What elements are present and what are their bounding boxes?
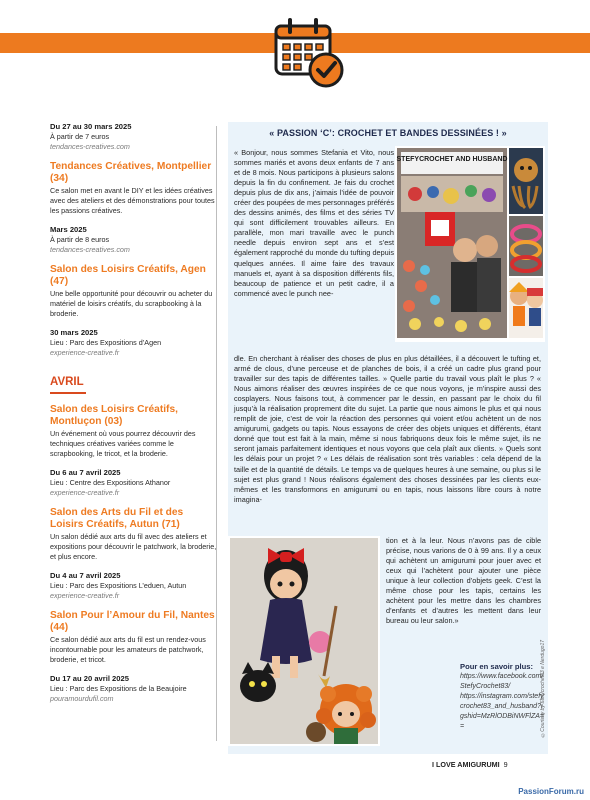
event-title: Salon des Loisirs Créatifs, Agen (47) xyxy=(50,264,206,287)
event-entry xyxy=(50,404,218,459)
column-divider xyxy=(216,126,217,741)
event-title: Salon des Loisirs Créatifs, Montluçon (03) xyxy=(50,404,178,427)
event-title: Salon Pour l’Amour du Fil, Nantes (44) xyxy=(50,610,215,633)
event-price: À partir de 8 euros xyxy=(50,235,110,244)
event-description: Un salon dédié aux arts du fil avec des ateliers et expositions pour découvrir le patchwork, la broderie, et plus encore. xyxy=(50,532,217,561)
article-paragraph: « Bonjour, nous sommes Stefania et Vito, nous sommes mariés et avons deux enfants de 7 ans et de 8 mois. Nous participons à plusieurs salons depuis la fin du confinement. Je fais du crochet depuis plus de dix ans, j’aimais l’idée de pouvoir créer des poupées de mes personnages préférés des dessins animés, des films et des séries TV qui sont difficilement trouvables ailleurs. En parallèle, mon mari travaille avec le punch needle depuis environ sept ans et s’est également rapproché du monde du tufting depuis quelques années. Il aime faire des travaux manuels et, ayant à sa disposition différents fils, beaucoup de patience et un petit cadre, il a commencé avec le punch nee- xyxy=(234,148,394,298)
event-date: Du 17 au 20 avril 2025 xyxy=(50,674,129,683)
page-footer xyxy=(432,760,508,769)
event-entry xyxy=(50,507,218,562)
event-date: Du 4 au 7 avril 2025 xyxy=(50,571,121,580)
event-description: Ce salon dédié aux arts du fil est un rendez-vous incontournable pour les amateurs de patchwork, broderie, et tricot. xyxy=(50,635,206,664)
event-venue: Lieu : Parc des Expositions de la Beaujoire xyxy=(50,684,187,693)
event-url[interactable]: experience-creative.fr xyxy=(50,348,120,357)
instagram-link[interactable]: https://instagram.com/stefycrochet83_and_husband?igshid=MzRlODBiNWFlZA== xyxy=(460,693,545,730)
event-price: À partir de 7 euros xyxy=(50,132,110,141)
event-date: 30 mars 2025 xyxy=(50,328,98,337)
booth-sign: STEFYCROCHET AND HUSBAND xyxy=(396,156,508,163)
event-info xyxy=(50,122,218,152)
event-date: Du 27 au 30 mars 2025 xyxy=(50,122,132,131)
event-url[interactable]: tendances-creatives.com xyxy=(50,245,130,254)
event-title: Tendances Créatives, Montpellier (34) xyxy=(50,161,212,184)
event-info xyxy=(50,571,218,601)
article-paragraph: dle. En cherchant à réaliser des choses de plus en plus détaillées, il a découvert le tufting et, armé de clous, d’une perceuse et de planches de bois, il a créé un cadre plus grand pour travailler sur des tapis de différentes tailles. » Quelle partie du travail vous plaît le plus ? « Nous aimons réaliser des œuvres inspirées de ce que nous voyons, je m’inspire aussi des cosplayers. Nous faisons tout, à commencer par le dessin, en passant par le choix du fil jusqu’à la réalisation proprement dite du sujet. La partie que nous aimons le plus et qui nous remplit de joie, c’est de voir la réaction des personnes qui voient et/ou achètent un de nos amigurumi, gadgets ou tapis. Nous essayons de créer des objets uniques et différents, étant donné que tout est fait à la main, même si nous fabriquons deux fois le même sujet, ils ne seront jamais parfaitement identiques et nous voyons que cela plaît aux clients. » Quels sont les délais pour un projet ? « Les délais de réalisation sont très variables : cela dépend de la taille et de la quantité de détails. Le temps va de quelques heures à une semaine, ou plus si le sujet est plus grand ! Nous réalisons également des choses dessinées par les clients eux-mêmes et les transformons en amigurumi ou en tapis, nous laissons libre cours à notre imagina- xyxy=(234,354,541,504)
event-title: Salon des Arts du Fil et des Loisirs Créatifs, Autun (71) xyxy=(50,507,184,530)
event-entry xyxy=(50,264,218,319)
doll-photos xyxy=(228,536,380,746)
magazine-name: I LOVE AMIGURUMI xyxy=(432,760,500,769)
event-description: Ce salon met en avant le DIY et les idées créatives avec des ateliers et des démonstrations pour toutes les passions créatives. xyxy=(50,186,215,215)
event-url[interactable]: experience-creative.fr xyxy=(50,488,120,497)
event-url[interactable]: experience-creative.fr xyxy=(50,591,120,600)
feature-article xyxy=(228,122,548,754)
more-info-title: Pour en savoir plus: xyxy=(460,662,534,671)
event-description: Une belle opportunité pour découvrir ou acheter du matériel de loisirs créatifs, du scrapbooking à la broderie. xyxy=(50,289,213,318)
event-info xyxy=(50,674,218,704)
article-title: « PASSION ‘C’: CROCHET ET BANDES DESSINÉES ! » xyxy=(269,128,507,138)
events-column xyxy=(50,122,218,713)
event-url[interactable]: tendances-creatives.com xyxy=(50,142,130,151)
event-url[interactable]: pouramourdufil.com xyxy=(50,694,114,703)
event-description: Un événement où vous pourrez découvrir des techniques créatives variées comme le scrapbooking, le tricot, et la broderie. xyxy=(50,429,196,458)
photo-credit: ©Courtesy by Stefycrochet83 e Nerdugo17 xyxy=(540,640,546,738)
calendar-check-icon xyxy=(268,12,348,92)
month-underline xyxy=(50,392,86,394)
event-info xyxy=(50,225,218,255)
event-entry xyxy=(50,610,218,665)
page-number: 9 xyxy=(503,760,508,769)
watermark: PassionForum.ru xyxy=(518,787,584,796)
event-venue: Lieu : Centre des Expositions Athanor xyxy=(50,478,171,487)
month-heading: AVRIL xyxy=(50,376,84,388)
event-venue: Lieu : Parc des Expositions d’Agen xyxy=(50,338,162,347)
article-paragraph: tion et à la leur. Nous n’avons pas de cible précise, nous varions de 0 à 99 ans. Il y a ceux qui achètent un amigurumi pour jouer avec et ceux qui l’achètent pour ajouter une pièce unique à leur collection d’objets geek. C’est la même chose pour les tapis, certains les achètent pour les mettre dans les chambres d’enfants et d’autres les mettent dans leur bureau ou leur salon.» xyxy=(386,536,541,626)
event-venue: Lieu : Parc des Expositions L’eduen, Autun xyxy=(50,581,187,590)
event-date: Mars 2025 xyxy=(50,225,87,234)
facebook-link[interactable]: https://www.facebook.com/StefyCrochet83/ xyxy=(460,673,544,690)
event-date: Du 6 au 7 avril 2025 xyxy=(50,468,121,477)
event-info xyxy=(50,468,218,498)
booth-photo-collage xyxy=(395,146,545,342)
event-info xyxy=(50,328,218,358)
more-info xyxy=(460,662,544,732)
event-entry xyxy=(50,161,218,216)
